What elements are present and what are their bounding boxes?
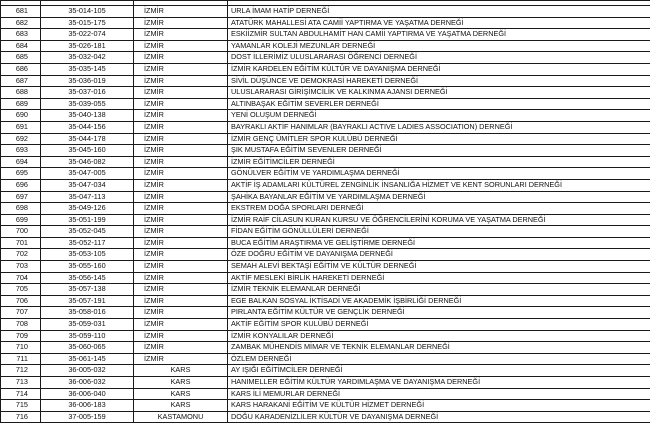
association-name: BUCA EĞİTİM ARAŞTIRMA VE GELİŞTİRME DERNEĞİ [228, 237, 650, 249]
registry-code: 35-035-145 [41, 63, 134, 75]
row-number: 683 [1, 29, 41, 41]
row-number: 699 [1, 214, 41, 226]
registry-code: 35-040-138 [41, 110, 134, 122]
table-row [1, 330, 650, 342]
registry-code: 35-022-074 [41, 29, 134, 41]
row-number: 694 [1, 156, 41, 168]
association-name: EGE BALKAN SOSYAL İKTİSADİ VE AKADEMİK İŞBİRLİĞİ DERNEĞİ [228, 295, 650, 307]
association-name: GÖNÜLVER EĞİTİM VE YARDIMLAŞMA DERNEĞİ [228, 168, 650, 180]
table-row [1, 40, 650, 52]
row-number: 696 [1, 179, 41, 191]
city-name: KARS [134, 365, 228, 377]
table-row [1, 203, 650, 215]
association-name: İZMİR EĞİTİMCİLER DERNEĞİ [228, 156, 650, 168]
association-name: AKTİF MESLEKİ BİRLİK HAREKETİ DERNEĞİ [228, 272, 650, 284]
row-number: 695 [1, 168, 41, 180]
registry-code: 35-036-019 [41, 75, 134, 87]
city-name: İZMİR [134, 87, 228, 99]
city-name: İZMİR [134, 191, 228, 203]
city-name: İZMİR [134, 226, 228, 238]
registry-code: 35-051-199 [41, 214, 134, 226]
row-number: 705 [1, 284, 41, 296]
city-name: İZMİR [134, 353, 228, 365]
row-number: 681 [1, 6, 41, 18]
city-name: İZMİR [134, 156, 228, 168]
city-name: İZMİR [134, 295, 228, 307]
registry-code: 36-005-032 [41, 365, 134, 377]
association-name: İZMİR RAİF CİLASUN KURAN KURSU VE ÖĞRENCİLERİNİ KORUMA VE YAŞATMA DERNEĞİ [228, 214, 650, 226]
association-name: İZMİR KONYALILAR DERNEĞİ [228, 330, 650, 342]
table-row [1, 411, 650, 423]
table-row [1, 249, 650, 261]
row-number: 701 [1, 237, 41, 249]
association-name: KARS HARAKANİ EĞİTİM VE KÜLTÜR HİZMET DERNEĞİ [228, 400, 650, 412]
table-row [1, 156, 650, 168]
table-row [1, 272, 650, 284]
registry-code: 35-047-113 [41, 191, 134, 203]
row-number: 690 [1, 110, 41, 122]
city-name: İZMİR [134, 319, 228, 331]
city-name: İZMİR [134, 272, 228, 284]
table-row [1, 63, 650, 75]
row-number: 689 [1, 98, 41, 110]
city-name: İZMİR [134, 121, 228, 133]
city-name: İZMİR [134, 168, 228, 180]
city-name: İZMİR [134, 110, 228, 122]
table-row [1, 377, 650, 389]
association-name: AY IŞIĞI EĞİTİMCİLER DERNEĞİ [228, 365, 650, 377]
registry-code: 35-059-031 [41, 319, 134, 331]
table-body [1, 1, 650, 423]
association-name: İZMİR TEKNİK ELEMANLAR DERNEĞİ [228, 284, 650, 296]
city-name: İZMİR [134, 17, 228, 29]
table-row [1, 214, 650, 226]
association-name: İZMİR KARDELEN EĞİTİM KÜLTÜR VE DAYANIŞMA DERNEĞİ [228, 63, 650, 75]
city-name: İZMİR [134, 203, 228, 215]
row-number: 713 [1, 377, 41, 389]
row-number: 702 [1, 249, 41, 261]
city-name: İZMİR [134, 145, 228, 157]
association-name: ŞIK MUSTAFA EĞİTİM SEVENLER DERNEĞİ [228, 145, 650, 157]
table-row [1, 168, 650, 180]
table-row [1, 295, 650, 307]
registry-code: 35-026-181 [41, 40, 134, 52]
row-number: 687 [1, 75, 41, 87]
registry-code: 35-055-160 [41, 261, 134, 273]
city-name: İZMİR [134, 261, 228, 273]
table-row [1, 98, 650, 110]
city-name: İZMİR [134, 342, 228, 354]
row-number: 700 [1, 226, 41, 238]
registry-code: 36-006-040 [41, 388, 134, 400]
table-row [1, 17, 650, 29]
registry-code: 35-060-065 [41, 342, 134, 354]
association-name: SİVİL DÜŞÜNCE VE DEMOKRASİ HAREKETİ DERNEĞİ [228, 75, 650, 87]
table-row [1, 179, 650, 191]
row-number: 715 [1, 400, 41, 412]
association-name: YENİ OLUŞUM DERNEĞİ [228, 110, 650, 122]
registry-code: 35-015-175 [41, 17, 134, 29]
registry-code: 35-059-110 [41, 330, 134, 342]
row-number: 685 [1, 52, 41, 64]
row-number: 709 [1, 330, 41, 342]
table-row [1, 226, 650, 238]
registry-code: 35-058-016 [41, 307, 134, 319]
row-number: 693 [1, 145, 41, 157]
registry-code: 35-046-082 [41, 156, 134, 168]
table-row [1, 353, 650, 365]
registry-code: 35-057-191 [41, 295, 134, 307]
city-name: İZMİR [134, 330, 228, 342]
city-name: İZMİR [134, 75, 228, 87]
table-row [1, 284, 650, 296]
city-name: KARS [134, 377, 228, 389]
row-number: 688 [1, 87, 41, 99]
row-number: 682 [1, 17, 41, 29]
registry-code: 35-049-126 [41, 203, 134, 215]
row-number: 703 [1, 261, 41, 273]
association-name: ESKİİZMİR SULTAN ABDULHAMİT HAN CAMİİ YAPTIRMA VE YAŞATMA DERNEĞİ [228, 29, 650, 41]
association-name: ZAMBAK MÜHENDİS MİMAR VE TEKNİK ELEMANLAR DERNEĞİ [228, 342, 650, 354]
city-name: İZMİR [134, 98, 228, 110]
association-name: ATATÜRK MAHALLESİ ATA CAMİİ YAPTIRMA VE YAŞATMA DERNEĞİ [228, 17, 650, 29]
association-name: ULUSLARARASI GİRİŞİMCİLİK VE KALKINMA AJANSI DERNEĞİ [228, 87, 650, 99]
table-row [1, 87, 650, 99]
registry-code: 35-044-178 [41, 133, 134, 145]
table-row [1, 261, 650, 273]
association-name: EKSTREM DOĞA SPORLARI DERNEĞİ [228, 203, 650, 215]
registry-code: 35-056-145 [41, 272, 134, 284]
city-name: İZMİR [134, 237, 228, 249]
association-name: SEMAH ALEVİ BEKTAŞİ EĞİTİM VE KÜLTÜR DERNEĞİ [228, 261, 650, 273]
registry-code: 35-039-055 [41, 98, 134, 110]
city-name: İZMİR [134, 6, 228, 18]
association-name: İZMİR GENÇ ÜMİTLER SPOR KULÜBÜ DERNEĞİ [228, 133, 650, 145]
table-row [1, 6, 650, 18]
city-name: İZMİR [134, 29, 228, 41]
association-name: DOST İLLERİMİZ ULUSLARARASI ÖĞRENCİ DERNEĞİ [228, 52, 650, 64]
row-number: 714 [1, 388, 41, 400]
association-name: ÖZE DOĞRU EĞİTİM VE DAYANIŞMA DERNEĞİ [228, 249, 650, 261]
registry-code: 35-052-117 [41, 237, 134, 249]
table-row [1, 365, 650, 377]
table-row [1, 52, 650, 64]
table-row [1, 237, 650, 249]
row-number: 704 [1, 272, 41, 284]
row-number: 710 [1, 342, 41, 354]
city-name: KARS [134, 388, 228, 400]
association-name: FİDAN EĞİTİM GÖNÜLLÜLERİ DERNEĞİ [228, 226, 650, 238]
association-name: AKTİF İŞ ADAMLARI KÜLTÜREL ZENGİNLİK İNSANLIĞA HİZMET VE KENT SORUNLARI DERNEĞİ [228, 179, 650, 191]
registry-code: 36-006-032 [41, 377, 134, 389]
city-name: İZMİR [134, 214, 228, 226]
registry-code: 35-047-034 [41, 179, 134, 191]
registry-code: 35-057-138 [41, 284, 134, 296]
row-number: 692 [1, 133, 41, 145]
registry-code: 35-037-016 [41, 87, 134, 99]
registry-code: 35-053-105 [41, 249, 134, 261]
row-number: 684 [1, 40, 41, 52]
registry-code: 36-006-183 [41, 400, 134, 412]
city-name: İZMİR [134, 63, 228, 75]
row-number: 711 [1, 353, 41, 365]
association-name: ŞAHİKA BAYANLAR EĞİTİM VE YARDIMLAŞMA DERNEĞİ [228, 191, 650, 203]
association-name: ÖZLEM DERNEĞİ [228, 353, 650, 365]
association-name: ALTINBAŞAK EĞİTİM SEVERLER DERNEĞİ [228, 98, 650, 110]
city-name: İZMİR [134, 284, 228, 296]
city-name: KASTAMONU [134, 411, 228, 423]
registry-code: 35-047-005 [41, 168, 134, 180]
association-name: URLA İMAM HATİP DERNEĞİ [228, 6, 650, 18]
association-name: BAYRAKLI AKTİF HANIMLAR (BAYRAKLI ACTIVE LADIES ASSOCIATION) DERNEĞİ [228, 121, 650, 133]
row-number: 716 [1, 411, 41, 423]
table-row [1, 342, 650, 354]
association-name: HANIMELLER EĞİTİM KÜLTÜR YARDIMLAŞMA VE DAYANIŞMA DERNEĞİ [228, 377, 650, 389]
row-number: 707 [1, 307, 41, 319]
association-name: KARS İLİ MEMURLAR DERNEĞİ [228, 388, 650, 400]
table-row [1, 145, 650, 157]
row-number: 691 [1, 121, 41, 133]
table-row [1, 110, 650, 122]
table-row [1, 388, 650, 400]
registry-code: 35-014-105 [41, 6, 134, 18]
table-row [1, 121, 650, 133]
row-number: 706 [1, 295, 41, 307]
city-name: İZMİR [134, 179, 228, 191]
association-name: AKTİF EĞİTİM SPOR KULÜBÜ DERNEĞİ [228, 319, 650, 331]
city-name: İZMİR [134, 52, 228, 64]
row-number: 697 [1, 191, 41, 203]
registry-code: 37-005-159 [41, 411, 134, 423]
row-number: 698 [1, 203, 41, 215]
association-name: YAMANLAR KOLEJİ MEZUNLAR DERNEĞİ [228, 40, 650, 52]
registry-code: 35-044-156 [41, 121, 134, 133]
city-name: İZMİR [134, 249, 228, 261]
registry-code: 35-052-045 [41, 226, 134, 238]
row-number: 708 [1, 319, 41, 331]
table-row [1, 319, 650, 331]
registry-code: 35-032-042 [41, 52, 134, 64]
table-row [1, 400, 650, 412]
city-name: KARS [134, 400, 228, 412]
city-name: İZMİR [134, 307, 228, 319]
registry-code: 35-061-145 [41, 353, 134, 365]
table-row [1, 75, 650, 87]
association-name: PIRLANTA EĞİTİM KÜLTÜR VE GENÇLİK DERNEĞİ [228, 307, 650, 319]
row-number: 686 [1, 63, 41, 75]
row-number: 712 [1, 365, 41, 377]
table-row [1, 307, 650, 319]
registry-code: 35-045-160 [41, 145, 134, 157]
city-name: İZMİR [134, 40, 228, 52]
table-row [1, 29, 650, 41]
city-name: İZMİR [134, 133, 228, 145]
association-name: DOĞU KARADENİZLİLER KÜLTÜR VE DAYANIŞMA DERNEĞİ [228, 411, 650, 423]
table-row [1, 191, 650, 203]
table-row [1, 133, 650, 145]
